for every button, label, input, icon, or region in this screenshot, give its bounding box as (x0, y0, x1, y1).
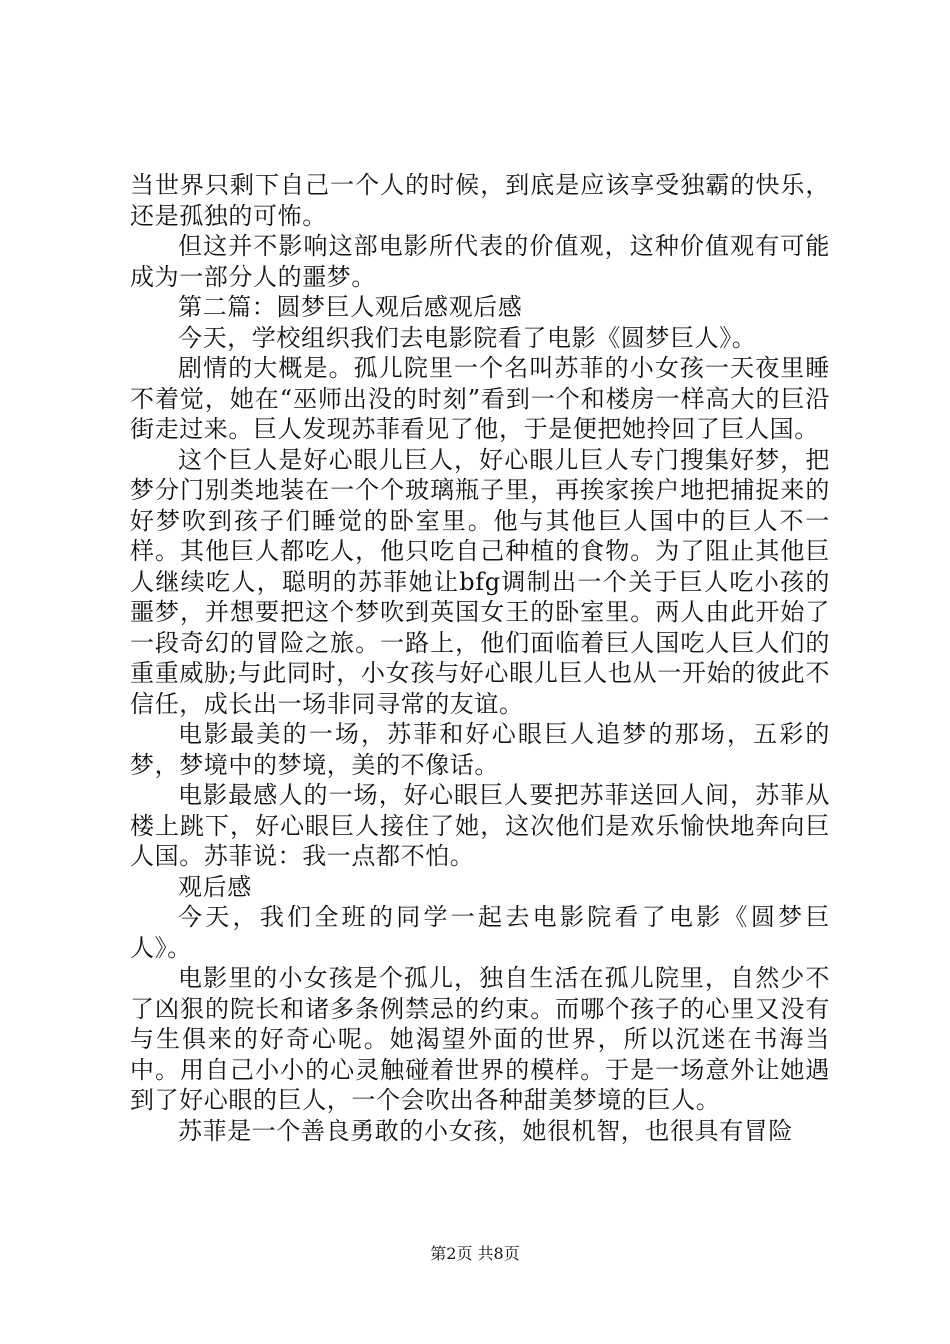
paragraph-continuation: 当世界只剩下自己一个人的时候，到底是应该享受独霸的快乐，还是孤独的可怖。 (130, 171, 830, 230)
paragraph: 今天，学校组织我们去电影院看了电影《圆梦巨人》。 (178, 323, 757, 352)
document-body (130, 170, 830, 1146)
paragraph: 这个巨人是好心眼儿巨人，好心眼儿巨人专门搜集好梦，把梦分门别类地装在一个个玻璃瓶子里，再挨家挨户地把捕捉来的好梦吹到孩子们睡觉的卧室里。他与其他巨人国中的巨人不一样。其他巨人都吃人，他只吃自己种植的食物。为了阻止其他巨人继续吃人，聪明的苏菲她让bfg调制出一个关于巨人吃小孩的噩梦，并想要把这个梦吹到英国女王的卧室里。两人由此开始了一段奇幻的冒险之旅。一路上，他们面临着巨人国吃人巨人们的重重威胁;与此同时，小女孩与好心眼儿巨人也从一开始的彼此不信任，成长出一场非同寻常的友谊。 (130, 445, 830, 718)
paragraph: 电影最美的一场，苏菲和好心眼巨人追梦的那场，五彩的梦，梦境中的梦境，美的不像话。 (130, 720, 830, 779)
paragraph: 今天，我们全班的同学一起去电影院看了电影《圆梦巨人》。 (130, 903, 830, 962)
paragraph: 电影里的小女孩是个孤儿，独自生活在孤儿院里，自然少不了凶狠的院长和诸多条例禁忌的约束。而哪个孩子的心里又没有与生俱来的好奇心呢。她渴望外面的世界，所以沉迷在书海当中。用自己小小的心灵触碰着世界的模样。于是一场意外让她遇到了好心眼的巨人，一个会吹出各种甜美梦境的巨人。 (130, 964, 830, 1114)
section-heading: 观后感 (178, 872, 252, 901)
paragraph: 剧情的大概是。孤儿院里一个名叫苏菲的小女孩一天夜里睡不着觉，她在“巫师出没的时刻”看到一个和楼房一样高大的巨沿街走过来。巨人发现苏菲看见了他，于是便把她拎回了巨人国。 (130, 354, 830, 443)
section-heading: 第二篇：圆梦巨人观后感观后感 (178, 293, 523, 321)
page-number-footer: 第2页 共8页 (430, 1244, 520, 1263)
paragraph: 电影最感人的一场，好心眼巨人要把苏菲送回人间，苏菲从楼上跳下，好心眼巨人接住了她，这次他们是欢乐愉快地奔向巨人国。苏菲说：我一点都不怕。 (130, 781, 830, 870)
paragraph: 苏菲是一个善良勇敢的小女孩，她很机智，也很具有冒险 (178, 1116, 793, 1145)
paragraph: 但这并不影响这部电影所代表的价值观，这种价值观有可能成为一部分人的噩梦。 (130, 232, 830, 291)
